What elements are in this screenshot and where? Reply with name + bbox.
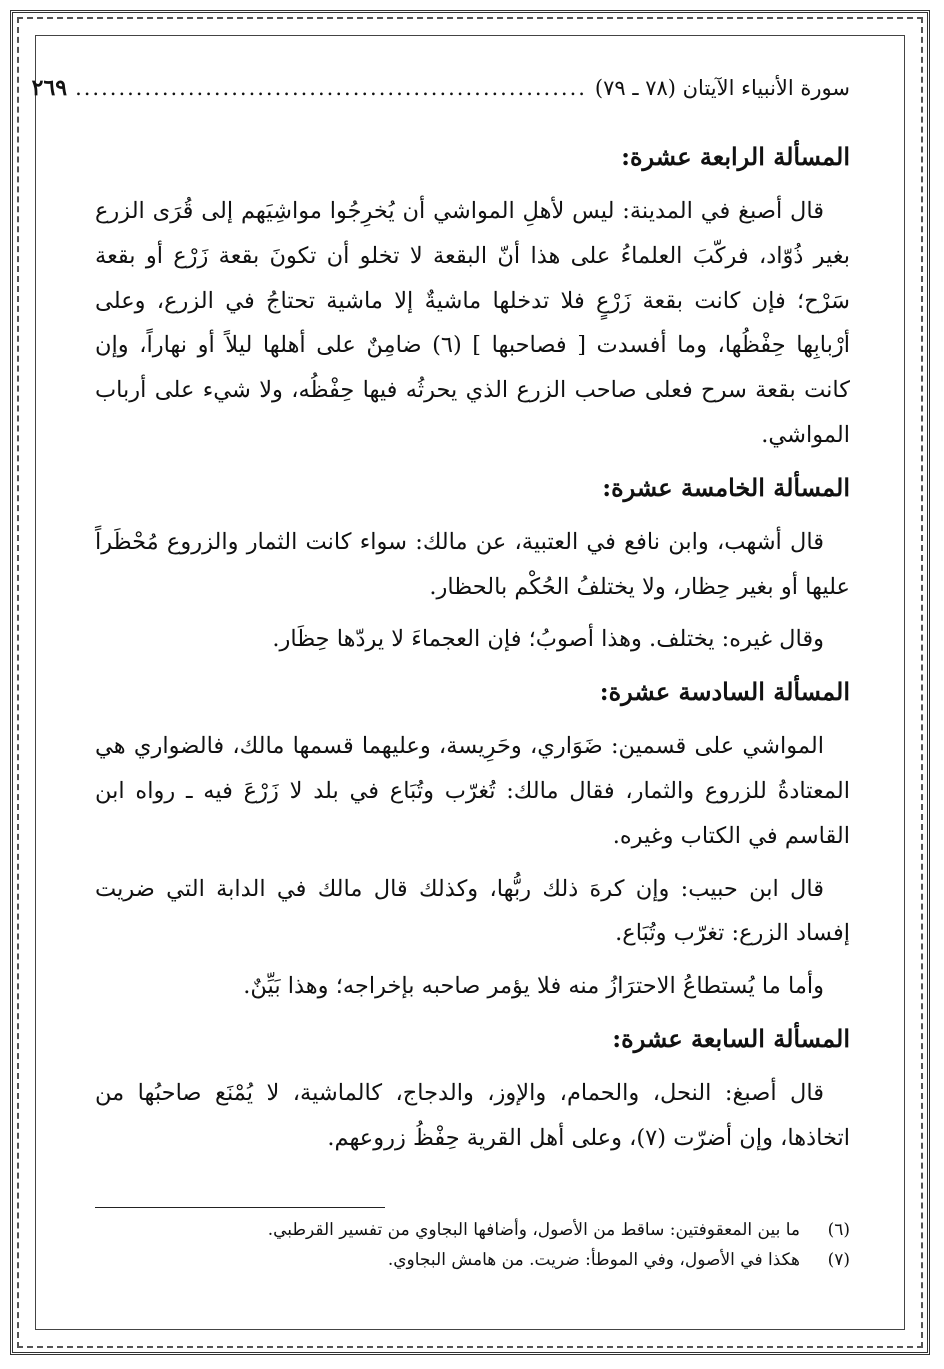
paragraph: قال أصبغ: النحل، والحمام، والإوز، والدجاج، كالماشية، لا يُمْنَع صاحبُها من اتخاذها، وإن أضرّت (٧)، وعلى أهل القرية حِفْظُ زروعهم. — [95, 1079, 850, 1151]
running-title: سورة الأنبياء الآيتان (٧٨ ـ ٧٩) — [594, 76, 850, 100]
footnote-text: هكذا في الأصول، وفي الموطأ: ضريت. من هامش البجاوي. — [387, 1250, 800, 1270]
section — [95, 137, 850, 458]
footnotes — [95, 1215, 850, 1275]
page-body — [31, 75, 850, 1315]
paragraph: المواشي على قسمين: ضَوَاري، وحَرِيسة، وعليهما قسمها مالك، فالضواري هي المعتادةُ للزروع والثمار، فقال مالك: تُغرّب وتُبَاع في بلد لا زَرْعَ فيه ـ رواه ابن القاسم في الكتاب وغيره. — [95, 733, 850, 849]
page-number: ٢٦٩ — [31, 75, 68, 101]
running-header — [31, 75, 850, 109]
footnote-number: (٧) — [827, 1250, 850, 1270]
section-heading: المسألة الرابعة عشرة: — [621, 142, 850, 171]
footnote — [95, 1215, 850, 1245]
leader-dots: ........................................................... — [75, 76, 587, 100]
footnote-text: ما بين المعقوفتين: ساقط من الأصول، وأضافها البجاوي من تفسير القرطبي. — [267, 1220, 800, 1240]
section-heading: المسألة السابعة عشرة: — [612, 1023, 850, 1053]
paragraph: قال ابن حبيب: وإن كرهَ ذلك ربُّها، وكذلك قال مالك في الدابة التي ضريت إفساد الزرع: تغرّب وتُبَاع. — [95, 875, 850, 947]
paragraph: قال أصبغ في المدينة: ليس لأهلِ المواشي أن يُخرِجُوا مواشِيَهم إلى قُرَى الزرع بغير ذُوّاد، فركّبَ العلماءُ على هذا أنّ البقعة لا تخلو أن تكونَ بقعة زَرْع أو بقعة سَرْح؛ فإن كانت بقعة زَرْعٍ فلا تدخلها ماشيةٌ إلا ماشية تحتاجُ في الزرع، وعلى أرْبابِها حِفْظُها، وما أفسدت [ فصاحبها ] (٦) ضامِنٌ على أهلها ليلاً أو نهاراً، وإن كانت بقعة سرح فعلى صاحب الزرع الذي يحرثُه فيها حِفْظُه، ولا شيء على أرباب المواشي. — [95, 198, 850, 448]
section — [95, 672, 850, 1009]
section — [95, 1019, 850, 1161]
footnote — [95, 1245, 850, 1275]
section-heading: المسألة السادسة عشرة: — [599, 677, 850, 707]
paragraph: قال أشهب، وابن نافع في العتبية، عن مالك: سواء كانت الثمار والزروع مُحْظَراً عليها أو بغير حِظار، ولا يختلفُ الحُكْم بالحظار. — [95, 528, 850, 600]
paragraph: وأما ما يُستطاعُ الاحترَازُ منه فلا يؤمر صاحبه بإخراجه؛ وهذا بَيِّنٌ. — [243, 973, 824, 1000]
section — [95, 468, 850, 662]
footnote-number: (٦) — [827, 1220, 850, 1240]
footnote-rule — [95, 1207, 385, 1208]
paragraph: وقال غيره: يختلف. وهذا أصوبُ؛ فإن العجماءَ لا يردّها حِظَار. — [272, 626, 824, 653]
section-heading: المسألة الخامسة عشرة: — [602, 472, 850, 502]
